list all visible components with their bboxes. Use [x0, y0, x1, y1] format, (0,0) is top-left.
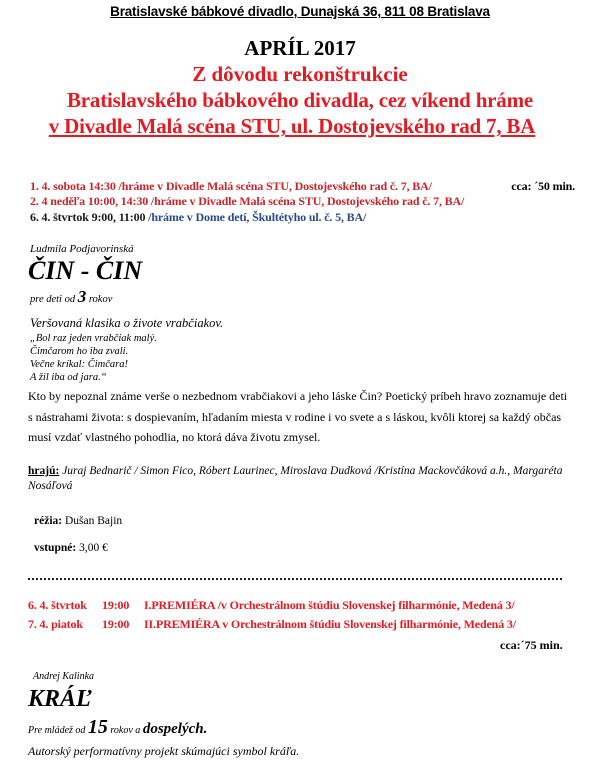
premiere-time: 19:00 — [102, 617, 130, 631]
poem-line: „Bol raz jeden vrabčiak malý. — [30, 333, 157, 344]
show1-cast — [28, 464, 573, 494]
notice-line-1: Z dôvodu rekonštrukcie — [192, 62, 408, 86]
schedule-date: 1. 4. — [30, 179, 51, 193]
age-middle: rokov a — [110, 725, 141, 736]
age-prefix: Pre mládež od — [28, 725, 86, 736]
cast-label: hrajú: — [28, 465, 60, 477]
theatre-address: Bratislavské bábkové divadlo, Dunajská 36, 811 08 Bratislava — [110, 4, 490, 19]
price-label: vstupné: — [34, 542, 77, 554]
show1-author: Ludmila Podjavorinská — [30, 243, 134, 255]
show1-age-recommendation — [30, 287, 112, 310]
director-label: réžia: — [34, 515, 63, 527]
schedule-row — [30, 179, 575, 194]
age-prefix: pre deti od — [30, 294, 76, 305]
show1-description: Kto by nepoznal známe verše o nezbednom vrabčiakovi a jeho láske Čin? Poetický príbeh hravo zoznamuje deti s nástrahami života: s dospievaním, hľadaním miesta v rodine i vo svete a s láskou, kvôli ktorej sa každý občas musí vzdať vlastného pohodlia, no ktorá dáva životu zmysel. — [28, 389, 568, 444]
show1-director — [34, 514, 122, 529]
age-suffix: rokov — [88, 294, 113, 305]
show1-lead: Veršovaná klasika o živote vrabčiakov. — [30, 316, 224, 330]
schedule-row-text — [30, 179, 432, 194]
schedule-row — [30, 194, 464, 209]
premiere-date: 7. 4. — [28, 617, 49, 631]
poem-line: Čimčarom ho iba zvali. — [30, 346, 129, 357]
age-number: 3 — [77, 287, 87, 306]
director-name: Dušan Bajin — [64, 515, 123, 527]
premiere-event: II.PREMIÉRA v Orchestrálnom štúdiu Slovenskej filharmónie, Medená 3/ — [144, 617, 516, 631]
schedule-day: štvrtok — [53, 210, 89, 224]
premiere-row — [28, 598, 515, 613]
age-number: 15 — [87, 716, 108, 738]
month-title: APRÍL 2017 — [244, 36, 356, 60]
notice-line-3: v Divadle Malá scéna STU, ul. Dostojevského rad 7, BA — [48, 114, 536, 138]
show1-duration: cca: ´50 min. — [511, 179, 575, 193]
premiere-day: štvrtok — [51, 598, 87, 612]
poem-line: Večne kríkal: Čimčara! — [30, 359, 128, 370]
premiere-row — [28, 617, 516, 632]
show2-title: KRÁĽ — [28, 686, 91, 712]
show2-age-recommendation — [28, 715, 207, 743]
schedule-time: 14:30 — [88, 179, 116, 193]
schedule-time: 9:00, 11:00 — [91, 210, 146, 224]
premiere-day: piatok — [51, 617, 83, 631]
schedule-day: sobota — [53, 179, 86, 193]
show2-duration: cca:´75 min. — [500, 638, 563, 652]
premiere-time: 19:00 — [102, 598, 130, 612]
show1-title: ČIN - ČIN — [28, 256, 143, 285]
schedule-row — [30, 210, 366, 225]
cast-names: Juraj Bednarič / Simon Fico, Róbert Laurinec, Miroslava Dudková /Kristína Mackovčáková a.h., Margaréta Nosáľová — [28, 465, 563, 492]
price-value: 3,00 € — [79, 542, 108, 554]
premiere-date: 6. 4. — [28, 598, 49, 612]
notice-line-2: Bratislavského bábkového divadla, cez víkend hráme — [66, 88, 534, 112]
schedule-venue: /hráme v Divadle Malá scéna STU, Dostojevského rad č. 7, BA/ — [150, 194, 465, 208]
show2-description: Autorský performatívny projekt skúmajúci symbol kráľa. — [28, 744, 300, 758]
schedule-time: 10:00, 14:30 — [87, 194, 149, 208]
schedule-date: 6. 4. — [30, 210, 51, 224]
schedule-date: 2. 4 — [30, 194, 51, 208]
age-suffix: dospelých. — [142, 721, 208, 737]
premiere-event: I.PREMIÉRA /v Orchestrálnom štúdiu Slovenskej filharmónie, Medená 3/ — [144, 598, 515, 612]
schedule-venue: /hráme v Dome detí, Škultétyho ul. č. 5, BA/ — [148, 210, 367, 224]
show2-author: Andrej Kalinka — [33, 671, 95, 682]
schedule-venue: /hráme v Divadle Malá scéna STU, Dostojevského rad č. 7, BA/ — [118, 179, 432, 193]
schedule-day: neděľa — [50, 194, 85, 208]
poem-line: A žil iba od jara.“ — [30, 372, 107, 383]
show1-price — [34, 541, 108, 556]
dotted-separator — [28, 578, 562, 580]
